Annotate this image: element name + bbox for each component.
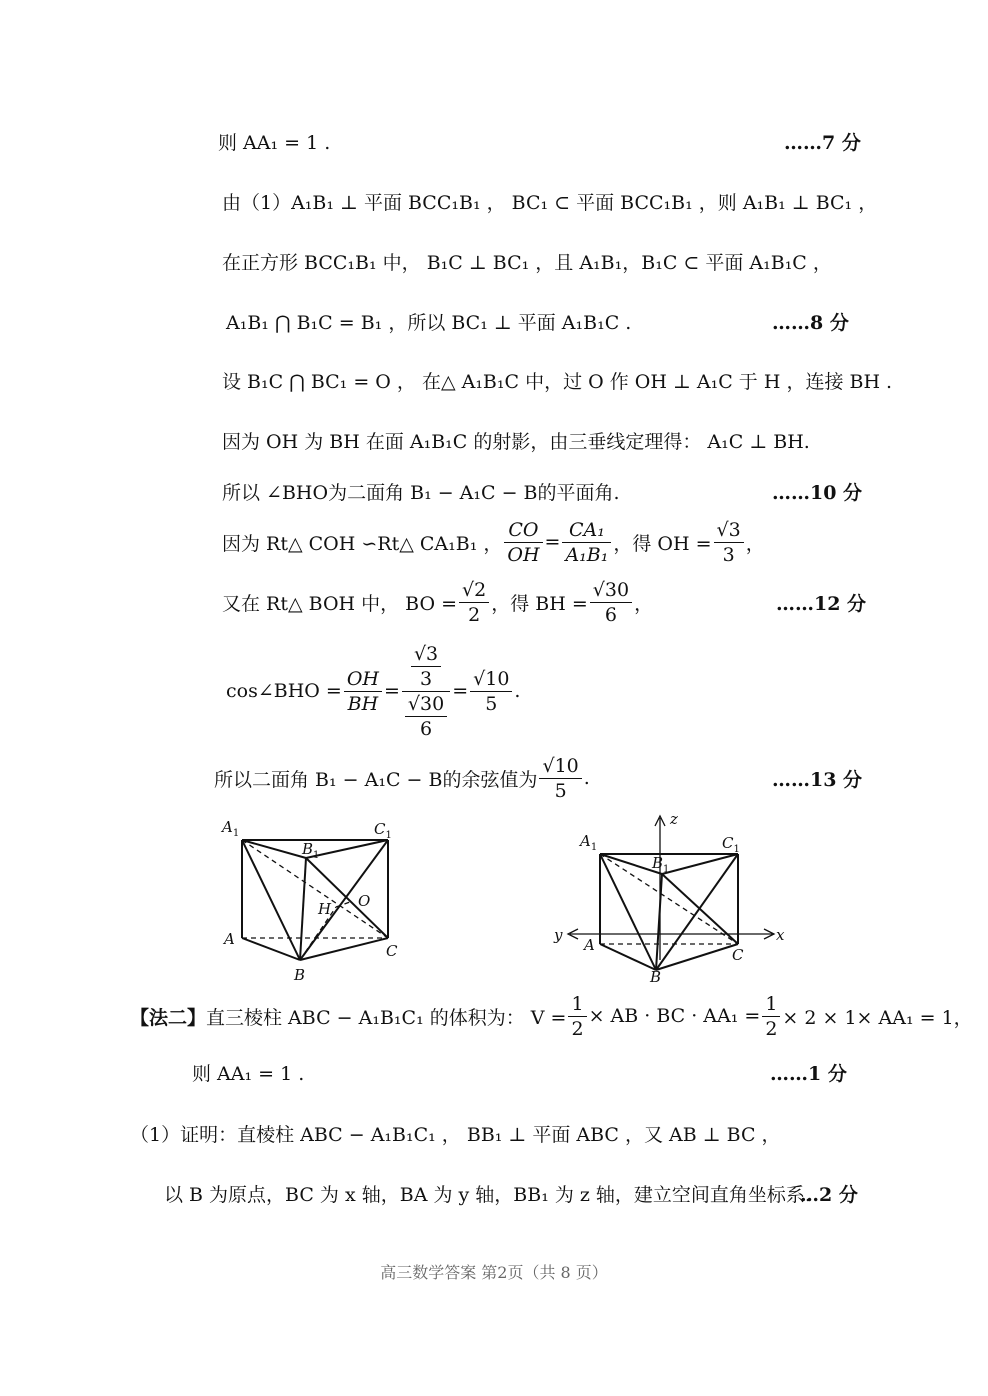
label-y: y [554,926,563,944]
score-8: ……8 分 [772,312,849,334]
label-c1: $C_1$ [722,834,740,855]
l11-end: . [583,767,590,789]
fraction-sqrt2-2: $\frac{√2}{2}$ [459,578,489,627]
l8-text-b: ，得 OH = [613,532,712,555]
l10-eq2: = [452,680,469,702]
label-c1: $C_1$ [374,820,392,841]
label-b1: $B_1$ [652,854,670,875]
score-1: ……1 分 [770,1063,847,1085]
label-c: C [386,942,398,960]
fraction-ca1-a1b1: $\frac{\text{CA₁}}{\text{A₁B₁}}$ [562,518,611,567]
method-two-tag: 【法二】 [130,1006,207,1029]
label-b: B [294,966,306,984]
l8-text-c: ， [745,532,765,555]
edge-b1b [300,858,306,960]
label-a1: $A_1$ [580,832,598,853]
label-h: H [318,900,332,918]
l12-text-a: 直三棱柱 ABC − A₁B₁C₁ 的体积为： V = [206,1006,567,1029]
l12-text-c: × 2 × 1× AA₁ = 1， [782,1006,973,1029]
l8-eq: = [544,531,561,553]
fraction-co-oh: $\frac{CO}{OH}$ [504,518,542,567]
l10-end: . [514,680,521,702]
label-a1: $A_1$ [222,818,240,839]
line-define-o-h: 设 B₁C ⋂ BC₁ = O ， 在△ A₁B₁C 中，过 O 作 OH ⊥ A₁C 于 H ，连接 BH . [222,371,893,393]
compound-fraction: $\frac{\frac{√3}{3}}{\frac{√30}{6}}$ [402,642,450,741]
edge-ab [600,944,656,970]
line-dihedral-angle: 所以 ∠BHO为二面角 B₁ − A₁C − B的平面角. [222,482,620,504]
l8-text-a: 因为 Rt△ COH ∽Rt△ CA₁B₁ ， [222,532,503,555]
line-cosine-answer [214,750,590,806]
page-footer: 高三数学答案 第2页（共 8 页） [380,1263,608,1282]
line-right-triangle-boh [222,574,653,630]
score-7: ……7 分 [784,132,861,154]
line-coordinate-system: 以 B 为原点，BC 为 x 轴，BA 为 y 轴，BB₁ 为 z 轴，建立空间直角坐标系. [164,1184,811,1206]
score-10: ……10 分 [772,482,863,504]
fraction-answer-sqrt10-5: $\frac{√10}{5}$ [539,754,581,803]
line-similar-triangles [222,514,765,570]
label-b: B [650,968,662,984]
fraction-sqrt3-3: $\frac{√3}{3}$ [714,518,744,567]
edge-bc [656,944,738,970]
l9-text-b: ，得 BH = [491,592,588,615]
fraction-half-1: $\frac{1}{2}$ [568,992,586,1041]
line-method-two [130,988,973,1044]
line-bc1-perp-plane: A₁B₁ ⋂ B₁C = B₁ ，所以 BC₁ ⊥ 平面 A₁B₁C . [226,312,632,334]
line-three-perpendiculars: 因为 OH 为 BH 在面 A₁B₁C 的射影，由三垂线定理得： A₁C ⊥ BH. [222,431,810,453]
prism-figure-left [218,812,408,984]
edge-a1b1 [242,840,306,858]
line-proof-1: （1）证明：直棱柱 ABC − A₁B₁C₁ ， BB₁ ⊥ 平面 ABC ，又 AB ⊥ BC ， [130,1124,781,1146]
diag-b1c [306,858,388,938]
l11-text-a: 所以二面角 B₁ − A₁C − B的余弦值为 [214,768,538,791]
line-aa1-equals-1-method2: 则 AA₁ = 1 . [192,1063,305,1085]
l12-text-b: × AB · BC · AA₁ = [588,1005,761,1027]
l10-text-a: cos∠BHO = [226,680,342,702]
label-b1: $B_1$ [302,840,320,861]
score-12: ……12 分 [776,593,867,615]
diag-a1b [600,854,656,970]
label-c: C [732,946,744,964]
edge-b1b [656,874,662,970]
score-13: ……13 分 [772,769,863,791]
label-z: z [670,812,678,828]
fraction-sqrt30-6: $\frac{√30}{6}$ [590,578,632,627]
fraction-sqrt10-5: $\frac{√10}{5}$ [470,667,512,716]
prism-figure-right [552,812,792,984]
l10-eq1: = [383,680,400,702]
line-square-bcc1b1: 在正方形 BCC₁B₁ 中， B₁C ⊥ BC₁ ，且 A₁B₁，B₁C ⊂ 平面 A₁B₁C ， [222,252,832,274]
label-x: x [776,926,785,944]
line-cos-bho [226,636,520,746]
score-2: …2 分 [800,1184,858,1206]
fraction-oh-bh: $\frac{OH}{BH}$ [344,667,382,716]
line-perpendicular-a1b1: 由（1）A₁B₁ ⊥ 平面 BCC₁B₁ ， BC₁ ⊂ 平面 BCC₁B₁ ，则 A₁B₁ ⊥ BC₁ ， [222,192,878,214]
label-o: O [358,892,371,910]
l9-text-a: 又在 Rt△ BOH 中， BO = [222,592,458,615]
fraction-half-2: $\frac{1}{2}$ [762,992,780,1041]
l9-text-c: ， [634,592,654,615]
line-aa1-equals-1: 则 AA₁ = 1 . [218,132,331,154]
label-a: A [584,936,595,954]
label-a: A [224,930,235,948]
